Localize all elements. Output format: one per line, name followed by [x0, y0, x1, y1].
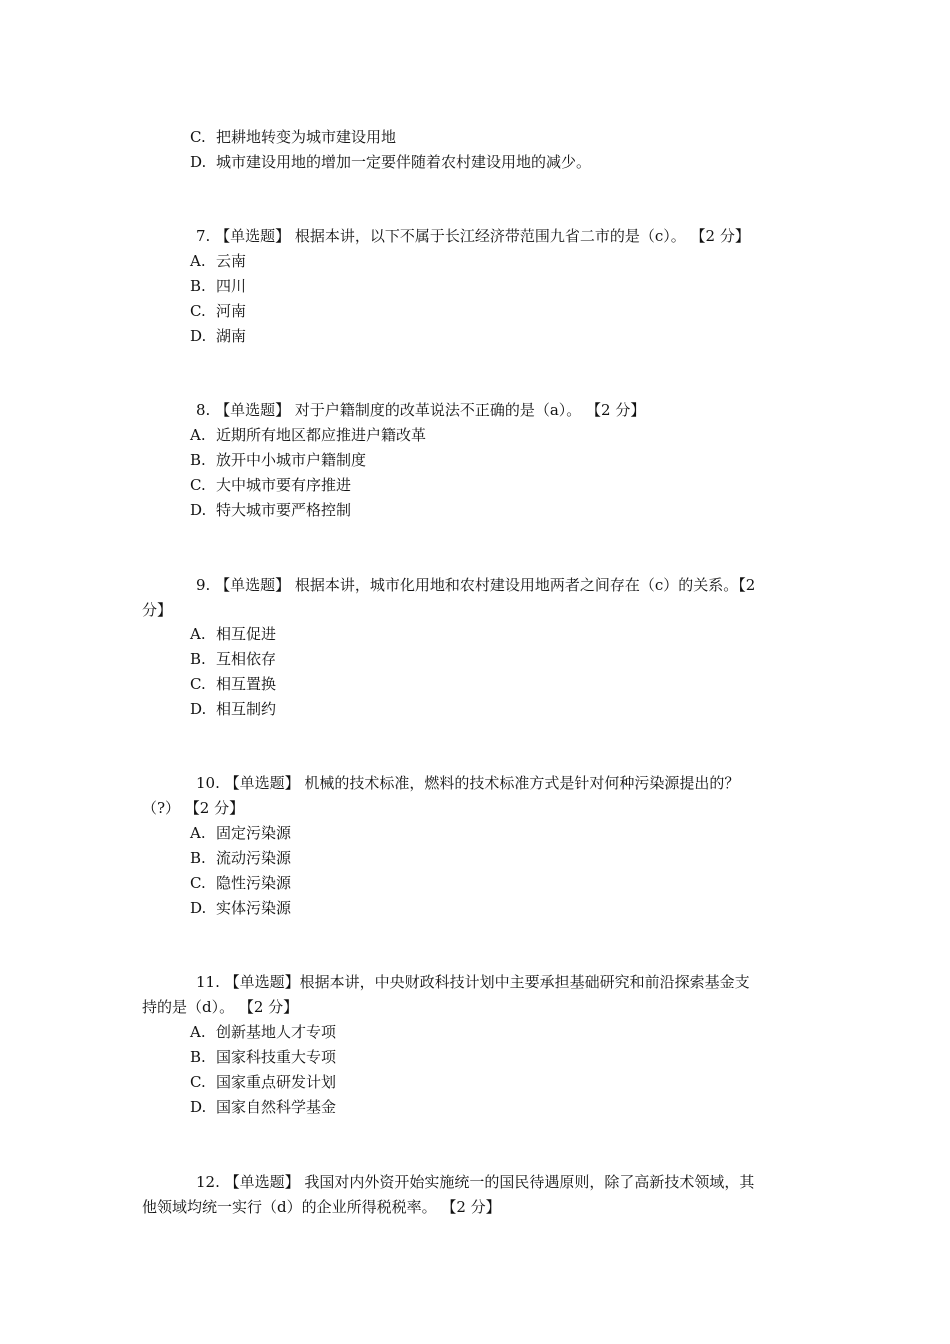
option-text: 河南 — [216, 302, 247, 320]
option-text: 互相依存 — [216, 650, 277, 668]
option-text: 相互制约 — [216, 700, 277, 718]
question-9-stem-line-2: 分】 — [142, 601, 173, 619]
question-8-option-d — [190, 500, 351, 520]
option-text: 近期所有地区都应推进户籍改革 — [216, 426, 427, 444]
option-text: 把耕地转变为城市建设用地 — [216, 128, 397, 146]
question-9-option-a — [190, 624, 276, 644]
option-letter: C. — [190, 675, 206, 693]
question-12-stem-line-2: 他领域均统一实行（d）的企业所得税税率。 【2 分】 — [142, 1198, 501, 1216]
question-10-stem-line-1: 10. 【单选题】 机械的技术标准，燃料的技术标准方式是针对何种污染源提出的？ — [196, 774, 740, 792]
question-7-option-d — [190, 326, 246, 346]
option-text: 相互促进 — [216, 625, 277, 643]
question-10-option-c — [190, 873, 291, 893]
question-9-option-d — [190, 699, 276, 719]
question-11-stem-line-2: 持的是（d）。 【2 分】 — [142, 998, 299, 1016]
question-8-stem: 8. 【单选题】 对于户籍制度的改革说法不正确的是（a）。 【2 分】 — [196, 401, 646, 419]
option-letter: D. — [190, 153, 207, 171]
question-7-option-b — [190, 276, 246, 296]
option-letter: C. — [190, 874, 206, 892]
option-text: 固定污染源 — [216, 824, 292, 842]
option-letter: C. — [190, 302, 206, 320]
question-7-option-c — [190, 301, 246, 321]
option-letter: A. — [190, 252, 206, 270]
option-text: 四川 — [216, 277, 247, 295]
option-letter: D. — [190, 1098, 207, 1116]
option-letter: A. — [190, 824, 206, 842]
option-text: 隐性污染源 — [216, 874, 292, 892]
question-9-option-c — [190, 674, 276, 694]
option-text: 创新基地人才专项 — [216, 1023, 337, 1041]
option-letter: B. — [190, 650, 206, 668]
option-letter: A. — [190, 426, 206, 444]
option-text: 城市建设用地的增加一定要伴随着农村建设用地的减少。 — [216, 153, 592, 171]
option-letter: D. — [190, 899, 207, 917]
option-text: 放开中小城市户籍制度 — [216, 451, 367, 469]
option-letter: C. — [190, 128, 206, 146]
question-10-option-d — [190, 898, 291, 918]
option-letter: B. — [190, 451, 206, 469]
question-9-stem-line-1: 9. 【单选题】 根据本讲，城市化用地和农村建设用地两者之间存在（c）的关系。【2 — [196, 576, 756, 594]
option-text: 国家重点研发计划 — [216, 1073, 337, 1091]
question-11-option-c — [190, 1072, 336, 1092]
prev-option-d — [190, 152, 591, 172]
option-letter: D. — [190, 327, 207, 345]
option-letter: A. — [190, 625, 206, 643]
option-letter: B. — [190, 1048, 206, 1066]
question-8-option-a — [190, 425, 426, 445]
question-11-option-a — [190, 1022, 336, 1042]
question-8-option-c — [190, 475, 351, 495]
option-letter: B. — [190, 277, 206, 295]
question-7-stem: 7. 【单选题】 根据本讲，以下不属于长江经济带范围九省二市的是（c）。 【2 分】 — [196, 227, 750, 245]
prev-option-c — [190, 127, 396, 147]
option-text: 国家科技重大专项 — [216, 1048, 337, 1066]
question-8-option-b — [190, 450, 366, 470]
option-letter: B. — [190, 849, 206, 867]
option-text: 云南 — [216, 252, 247, 270]
question-10-stem-line-2: （?） 【2 分】 — [142, 799, 245, 817]
option-text: 国家自然科学基金 — [216, 1098, 337, 1116]
option-text: 大中城市要有序推进 — [216, 476, 352, 494]
option-letter: C. — [190, 476, 206, 494]
option-text: 湖南 — [216, 327, 247, 345]
question-10-option-b — [190, 848, 291, 868]
question-9-option-b — [190, 649, 276, 669]
option-text: 实体污染源 — [216, 899, 292, 917]
option-letter: C. — [190, 1073, 206, 1091]
question-10-option-a — [190, 823, 291, 843]
option-letter: D. — [190, 700, 207, 718]
option-text: 相互置换 — [216, 675, 277, 693]
question-11-option-b — [190, 1047, 336, 1067]
question-11-stem-line-1: 11. 【单选题】根据本讲，中央财政科技计划中主要承担基础研究和前沿探索基金支 — [196, 973, 750, 991]
question-12-stem-line-1: 12. 【单选题】 我国对内外资开始实施统一的国民待遇原则，除了高新技术领域，其 — [196, 1173, 755, 1191]
option-letter: D. — [190, 501, 207, 519]
option-letter: A. — [190, 1023, 206, 1041]
option-text: 特大城市要严格控制 — [216, 501, 352, 519]
question-7-option-a — [190, 251, 246, 271]
option-text: 流动污染源 — [216, 849, 292, 867]
question-11-option-d — [190, 1097, 336, 1117]
